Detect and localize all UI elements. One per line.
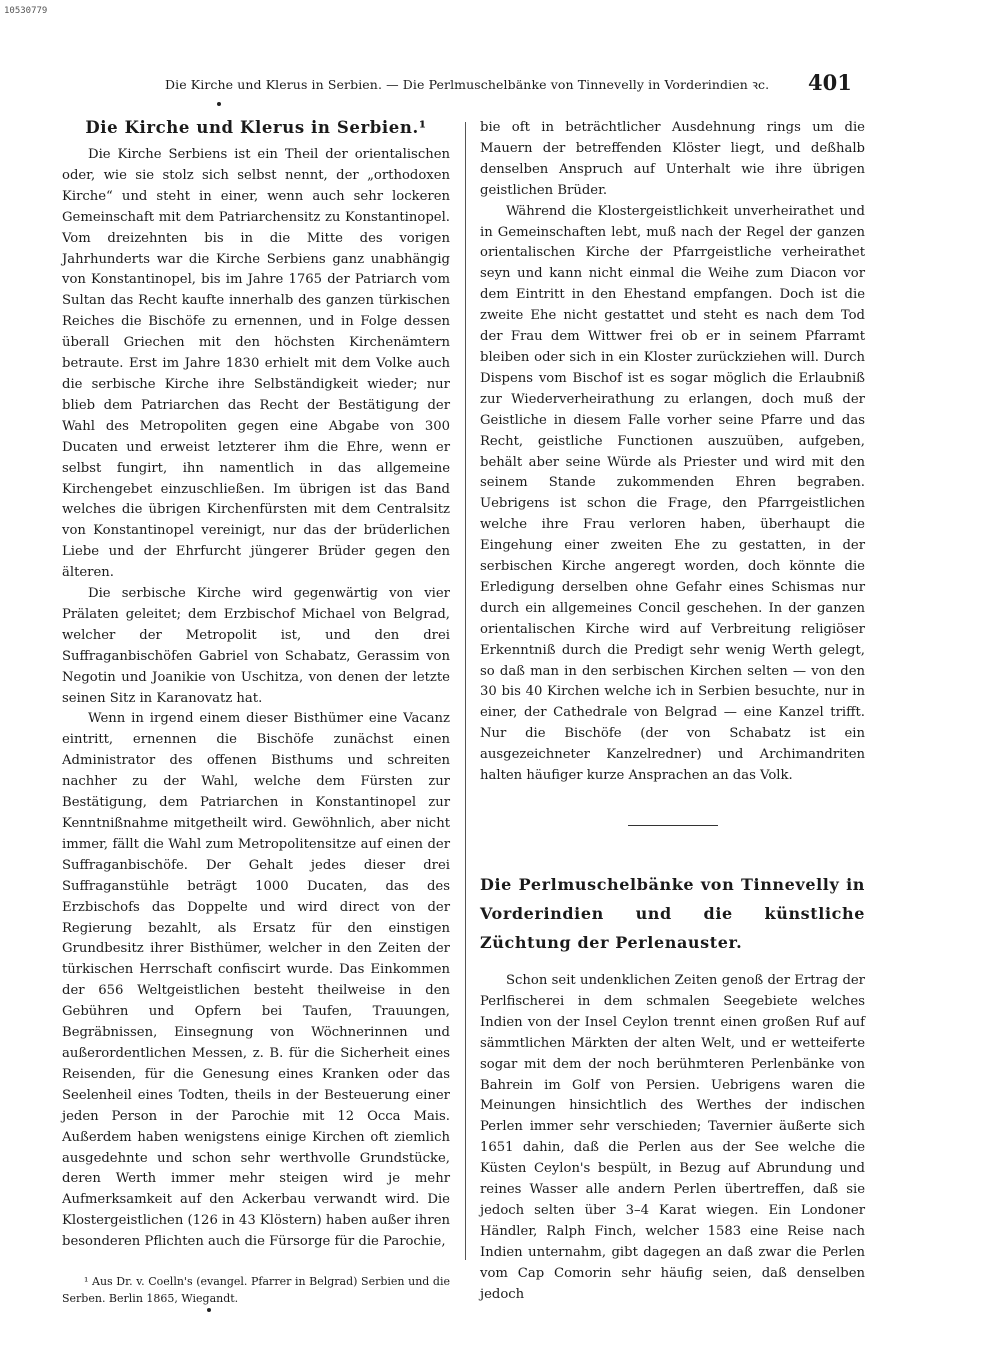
ink-dot-top [217, 102, 221, 106]
paragraph: Die Kirche Serbiens ist ein Theil der orientalischen oder, wie sie stolz sich selbst nennt, der „orthodoxen Kirche“ und steht in einer, wenn auch sehr lockeren Gemeinschaft mit dem Patriarchensitz zu Konstantinopel. Vom dreizehnten bis in die Mitte des vorigen Jahrhunderts war die Kirche Serbiens ganz unabhängig von Konstantinopel, bis im Jahre 1765 der Patriarch vom Sultan das Recht kaufte innerhalb des ganzen türkischen Reiches die Bischöfe zu ernennen, und in Folge dessen überall Griechen mit den höchsten Kirchenämtern betraute. Erst im Jahre 1830 erhielt mit dem Volke auch die serbische Kirche ihre Selbständigkeit wieder; nur blieb dem Patriarchen das Recht der Bestätigung der Wahl des Metropoliten gegen eine Abgabe von 300 Ducaten und erweist letzterer ihm die Ehre, wenn er selbst fungirt, ihn namentlich in das allgemeine Kirchengebet einzuschließen. Im übrigen ist das Band welches die übrigen Kirchenfürsten mit dem Centralsitz von Konstantinopel vereinigt, nur das der brüderlichen Liebe und der Ehrfurcht jüngerer Brüder gegen den älteren. [62, 147, 450, 581]
ink-dot-bottom [207, 1308, 211, 1312]
paragraph: Die serbische Kirche wird gegenwärtig von vier Prälaten geleitet; dem Erzbischof Michael von Belgrad, welcher der Metropolit ist, und den drei Suffraganbischöfen Gabriel von Schabatz, Gerassim von Negotin und Joanikie von Uschitza, von denen der letzte seinen Sitz in Karanovatz hat. [62, 586, 450, 706]
right-column [480, 118, 865, 1306]
paragraph: Während die Klostergeistlichkeit unverheirathet und in Gemeinschaften lebt, muß nach der Regel der ganzen orientalischen Kirche der Pfarrgeistliche verheirathet seyn und kann nicht einmal die Weihe zum Diacon vor dem Eintritt in den Ehestand empfangen. Doch ist die zweite Ehe nicht gestattet und steht es nach dem Tod der Frau dem Wittwer frei ob er in seinem Pfarramt bleiben oder sich in ein Kloster zurückziehen will. Durch Dispens vom Bischof ist es sogar möglich die Erlaubniß zur Wiederverheirathung zu erlangen, doch muß der Geistliche in diesem Falle vorher seine Pfarre und das Recht, geistliche Functionen auszuüben, aufgeben, behält aber seine Würde als Priester und wird mit den seinem Stande zukommenden Ehren begraben. Uebrigens ist schon die Frage, den Pfarrgeistlichen welche ihre Frau verloren haben, überhaupt die Eingehung einer zweiten Ehe zu gestatten, in der serbischen Kirche angeregt worden, doch könnte die Erledigung derselben ohne Gefahr eines Schismas nur durch ein allgemeines Concil geschehen. In der ganzen orientalischen Kirche wird auf Verbreitung religiöser Erkenntniß durch die Predigt sehr wenig Werth gelegt, so daß man in den serbischen Kirchen selten — von den 30 bis 40 Kirchen welche ich in Serbien besuchte, nur in einer, der Cathedrale von Belgrad — eine Kanzel trifft. Nur die Bischöfe (der von Schabatz ist ein ausgezeichneter Kanzelredner) und Archimandriten halten häufiger kurze Ansprachen an das Volk. [480, 203, 865, 784]
article-title-serbien: Die Kirche und Klerus in Serbien.¹ [85, 118, 427, 137]
article-title-perlmuschel: Die Perlmuschelbänke von Tinnevelly in Vorderindien und die künstliche Züchtung der Perlenauster. [480, 875, 865, 952]
paragraph: Schon seit undenklichen Zeiten genoß der Ertrag der Perlfischerei in dem schmalen Seegebiete welches Indien von der Insel Ceylon trennt einen großen Ruf auf sämmtlichen Märkten der alten Welt, und er wetteiferte sogar mit dem der noch berühmteren Perlenbänke von Bahrein im Golf von Persien. Uebrigens waren die Meinungen hinsichtlich des Werthes der indischen Perlen immer sehr verschieden; Tavernier äußerte sich 1651 dahin, daß die Perlen aus der See welche die Küsten Ceylon's bespült, in Bezug auf Abrundung und reines Wasser alle andern Perlen übertreffen, daß sie jedoch selten über 3–4 Karat wiegen. Ein Londoner Händler, Ralph Finch, welcher 1583 eine Reise nach Indien unternahm, gibt dagegen an daß zwar die Perlen vom Cap Comorin sehr häufig seien, daß denselben jedoch [480, 973, 865, 1302]
paragraph: bie oft in beträchtlicher Ausdehnung rings um die Mauern der betreffenden Klöster liegt, und deßhalb denselben Anspruch auf Unterhalt wie ihre übrigen geistlichen Brüder. [480, 120, 865, 198]
footnote: ¹ Aus Dr. v. Coelln's (evangel. Pfarrer in Belgrad) Serbien und die Serben. Berlin 1865, Wiegandt. [62, 1275, 450, 1306]
paragraph: Wenn in irgend einem dieser Bisthümer eine Vacanz eintritt, ernennen die Bischöfe zunächst einen Administrator des offenen Bisthums und schreiten nachher zu der Wahl, welche dem Fürsten zur Bestätigung, dem Patriarchen in Konstantinopel zur Kenntnißnahme mitgetheilt wird. Gewöhnlich, aber nicht immer, fällt die Wahl zum Metropolitensitze auf einen der Suffraganbischöfe. Der Gehalt jedes dieser drei Suffraganstühle beträgt 1000 Ducaten, das des Erzbischofs das Doppelte und wird direct von der Regierung bezahlt, als Ersatz für den einstigen Grundbesitz ihrer Bisthümer, welcher in den Zeiten der türkischen Herrschaft confiscirt wurde. Das Einkommen der 656 Weltgeistlichen besteht theilweise in den Gebühren und Opfern bei Taufen, Trauungen, Begräbnissen, Einsegnung von Wöchnerinnen und außerordentlichen Messen, z. B. für die Sicherheit eines Reisenden, für die Genesung eines Kranken oder das Seelenheil eines Todten, theils in der Besteuerung einer jeden Person in der Parochie mit 12 Occa Mais. Außerdem haben wenigstens einige Kirchen oft ziemlich ausgedehnte und schon sehr werthvolle Grundstücke, deren Werth immer mehr steigen wird je mehr Aufmerksamkeit auf den Ackerbau verwandt wird. Die Klostergeistlichen (126 in 43 Klöstern) haben außer ihren besonderen Pflichten auch die Fürsorge für die Parochie, [62, 711, 450, 1250]
running-head: Die Kirche und Klerus in Serbien. — Die Perlmuschelbänke von Tinnevelly in Vorderindien ꝛc. [165, 77, 770, 92]
page-number: 401 [808, 70, 852, 95]
article-separator [628, 825, 718, 826]
column-divider [465, 122, 466, 1260]
left-column [62, 118, 450, 1307]
scan-id: 10530779 [4, 6, 48, 16]
